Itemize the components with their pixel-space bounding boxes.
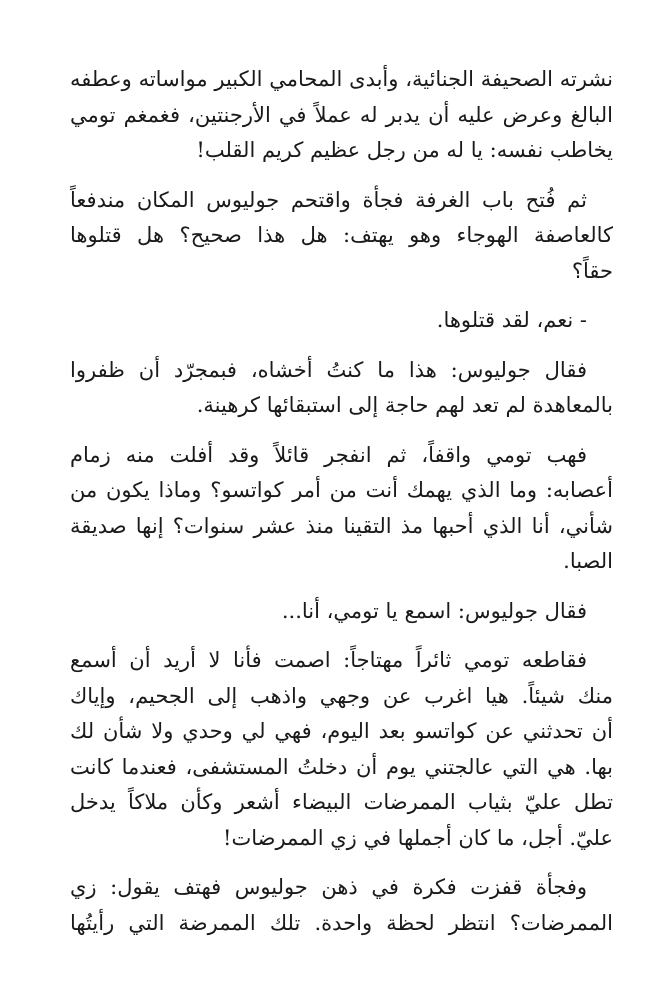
- paragraph-6: [70, 594, 613, 630]
- text-line: بها. هي التي عالجتني يوم أن دخلتُ المستشفى، فعندما كانت: [70, 754, 613, 779]
- text-line: ثم فُتح باب الغرفة فجأة واقتحم جوليوس المكان مندفعاً: [70, 187, 587, 212]
- text-line: أعصابه: وما الذي يهمك أنت من أمر كواتسو؟ وماذا يكون من: [70, 478, 613, 502]
- text-line: كالعاصفة الهوجاء وهو يهتف: هل هذا صحيح؟ هل قتلوها: [70, 223, 613, 247]
- text-line: بالمعاهدة لم تعد لهم حاجة إلى استبقائها كرهينة.: [196, 393, 613, 417]
- text-line: شأني، أنا الذي أحبها مذ التقينا منذ عشر سنوات؟ إنها صديقة: [70, 513, 613, 538]
- text-line: نشرته الصحيفة الجنائية، وأبدى المحامي الكبير مواساته وعطفه: [70, 67, 613, 91]
- text-line: فقال جوليوس: اسمع يا تومي، أنا...: [281, 598, 587, 623]
- paragraph-7: [70, 643, 613, 856]
- text-line: الصبا.: [563, 549, 613, 573]
- text-line: فقال جوليوس: هذا ما كنتُ أخشاه، فبمجرّد أن ظفروا: [70, 357, 587, 382]
- text-line: أن تحدثني عن كواتسو بعد اليوم، فهي لي وحدي ولا شأن لك: [70, 719, 613, 743]
- text-line: حقاً؟: [571, 258, 613, 283]
- text-line: منك شيئاً. هيا اغرب عن وجهي واذهب إلى الجحيم، وإياك: [70, 683, 613, 708]
- paragraph-8: [70, 870, 613, 941]
- paragraph-2: [70, 183, 613, 290]
- text-line: - نعم، لقد قتلوها.: [436, 308, 587, 332]
- text-line: يخاطب نفسه: يا له من رجل عظيم كريم القلب!: [196, 138, 613, 162]
- text-line: فقاطعه تومي ثائراً مهتاجاً: اصمت فأنا لا أريد أن أسمع: [70, 648, 587, 672]
- text-line: البالغ وعرض عليه أن يدبر له عملاً في الأرجنتين، فغمغم تومي: [70, 102, 613, 127]
- text-line: عليّ. أجل، ما كان أجملها في زي الممرضات!: [223, 825, 613, 850]
- paragraph-4: [70, 353, 613, 424]
- paragraph-1: [70, 62, 613, 169]
- paragraph-3: [70, 303, 613, 339]
- text-line: وفجأة قفزت فكرة في ذهن جوليوس فهتف يقول: زي: [70, 875, 587, 899]
- text-line: الممرضات؟ انتظر لحظة واحدة. تلك الممرضة التي رأيتُها: [70, 910, 613, 935]
- text-line: تطل عليّ بثياب الممرضات البيضاء أشعر وكأن ملاكاً يدخل: [70, 790, 613, 814]
- text-line: فهب تومي واقفاً، ثم انفجر قائلاً وقد أفلت منه زمام: [70, 442, 587, 467]
- paragraph-5: [70, 438, 613, 580]
